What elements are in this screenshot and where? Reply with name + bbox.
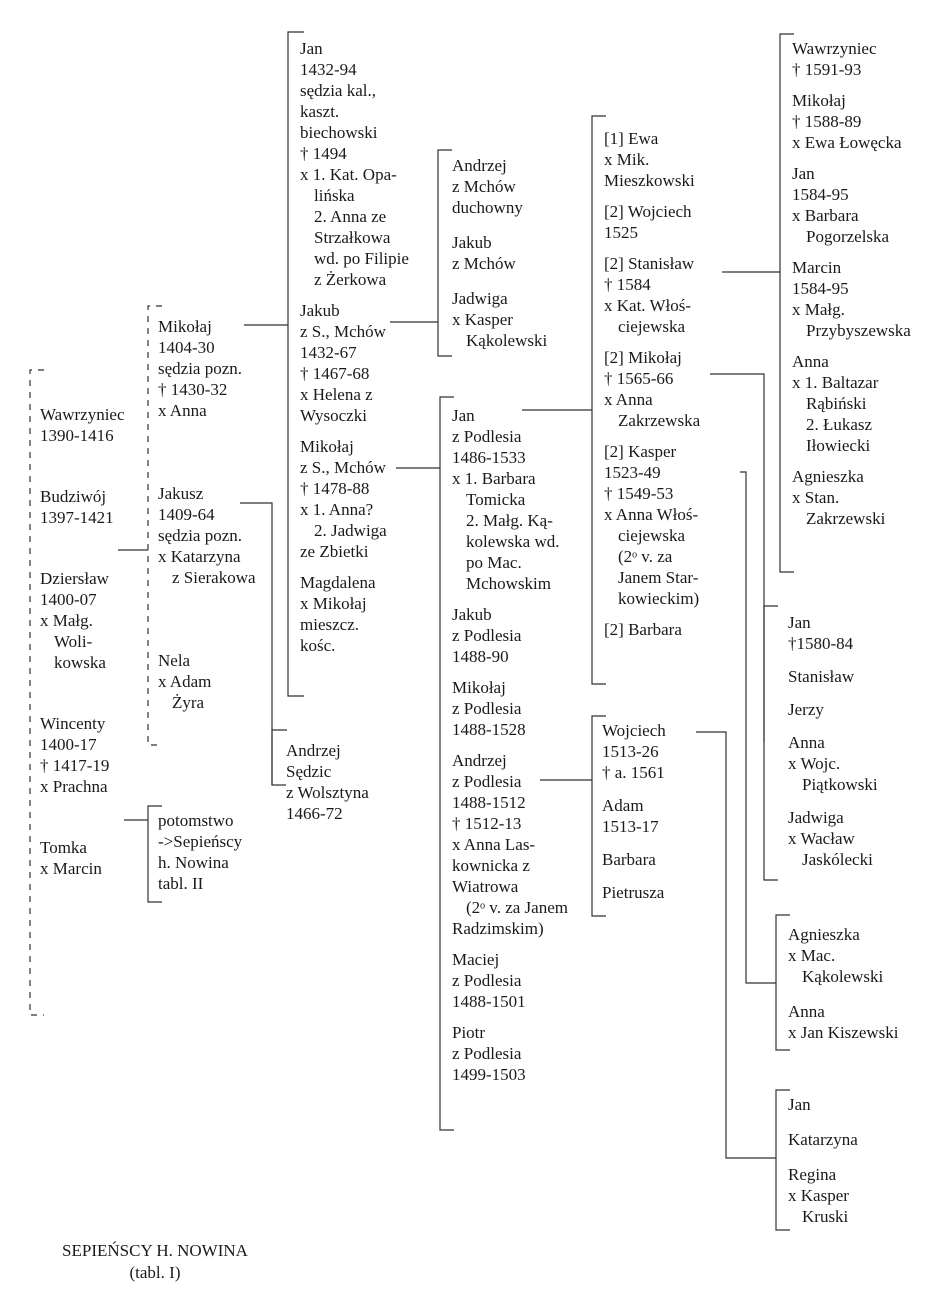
entry-line: 2. Jadwiga: [314, 521, 387, 540]
entry-line: Mchowskim: [466, 574, 551, 593]
entry-line: z Podlesia: [452, 699, 522, 718]
entry-line: Wawrzyniec: [40, 405, 125, 424]
entry-line: tabl. II: [158, 874, 204, 893]
entry-line: Regina: [788, 1165, 837, 1184]
entry-line: [2] Mikołaj: [604, 348, 682, 367]
person-entry: [788, 699, 878, 720]
entry-line: x Prachna: [40, 777, 108, 796]
entry-line: x Małg.: [792, 300, 845, 319]
entry-line: ciejewska: [618, 317, 686, 336]
entry-line: Agnieszka: [788, 925, 860, 944]
entry-line: 1488-90: [452, 647, 509, 666]
entry-line: Jakusz: [158, 484, 204, 503]
entry-line: † 1467-68: [300, 364, 370, 383]
entry-line: Jakub: [452, 605, 492, 624]
entry-line: 2. Anna ze: [314, 207, 387, 226]
entry-line: Iłowiecki: [806, 436, 871, 455]
entry-line: Rąbiński: [806, 394, 867, 413]
person-entry: [452, 232, 547, 274]
column-gen6b: [788, 612, 878, 870]
column-gen3b: [286, 740, 369, 824]
entry-line: x Anna Włoś-: [604, 505, 699, 524]
person-entry: [452, 155, 547, 218]
person-entry: [602, 849, 666, 870]
entry-line: [2] Barbara: [604, 620, 682, 639]
entry-line: sędzia pozn.: [158, 359, 243, 378]
person-entry: [788, 1001, 898, 1043]
entry-line: x Barbara: [792, 206, 859, 225]
entry-line: 1513-26: [602, 742, 659, 761]
entry-line: x Kasper: [452, 310, 513, 329]
entry-line: † 1478-88: [300, 479, 370, 498]
person-entry: [604, 619, 700, 640]
entry-line: Kruski: [802, 1207, 849, 1226]
column-gen4a: [452, 155, 547, 351]
entry-line: z Podlesia: [452, 626, 522, 645]
person-entry: [158, 316, 256, 421]
column-gen3a: [300, 38, 409, 656]
entry-line: 1523-49: [604, 463, 661, 482]
entry-line: x Anna Las-: [452, 835, 536, 854]
person-entry: [452, 677, 568, 740]
person-entry: [300, 38, 409, 290]
entry-line: 1488-1501: [452, 992, 526, 1011]
entry-line: † 1512-13: [452, 814, 522, 833]
entry-line: Nela: [158, 651, 191, 670]
entry-line: Maciej: [452, 950, 500, 969]
entry-line: Jadwiga: [788, 808, 844, 827]
entry-line: Jakub: [300, 301, 340, 320]
entry-line: Budziwój: [40, 487, 107, 506]
person-entry: [792, 38, 911, 80]
entry-line: Mieszkowski: [604, 171, 695, 190]
entry-line: (2ᵒ v. za: [618, 547, 673, 566]
entry-line: Jaskólecki: [802, 850, 873, 869]
entry-line: † 1430-32: [158, 380, 228, 399]
entry-line: † 1494: [300, 144, 347, 163]
entry-line: potomstwo: [158, 811, 234, 830]
entry-line: lińska: [314, 186, 355, 205]
entry-line: z S., Mchów: [300, 322, 386, 341]
column-gen6d: [788, 1094, 858, 1227]
entry-line: 1432-94: [300, 60, 357, 79]
column-gen5b: [602, 720, 666, 903]
entry-line: Wysoczki: [300, 406, 367, 425]
entry-line: Woli-: [54, 632, 93, 651]
person-entry: [602, 720, 666, 783]
entry-line: z Wolsztyna: [286, 783, 369, 802]
entry-line: Kąkolewski: [466, 331, 548, 350]
entry-line: Anna: [792, 352, 829, 371]
entry-line: 1466-72: [286, 804, 343, 823]
entry-line: Żyra: [172, 693, 205, 712]
entry-line: 1397-1421: [40, 508, 114, 527]
entry-line: x 1. Baltazar: [792, 373, 879, 392]
person-entry: [40, 404, 125, 446]
entry-line: Sędzic: [286, 762, 332, 781]
entry-line: x Mac.: [788, 946, 836, 965]
entry-line: Tomka: [40, 838, 87, 857]
entry-line: x Helena z: [300, 385, 373, 404]
entry-line: x Adam: [158, 672, 212, 691]
person-entry: [40, 486, 125, 528]
person-entry: [788, 1129, 858, 1150]
caption-title: SEPIEŃSCY H. NOWINA: [62, 1241, 248, 1260]
entry-line: Katarzyna: [788, 1130, 858, 1149]
person-entry: [158, 650, 256, 713]
entry-line: Jerzy: [788, 700, 824, 719]
entry-line: 1390-1416: [40, 426, 114, 445]
entry-line: Jan: [788, 1095, 811, 1114]
entry-line: Anna: [788, 1002, 825, 1021]
entry-line: wd. po Filipie: [314, 249, 409, 268]
entry-line: Jan: [788, 613, 811, 632]
entry-line: z S., Mchów: [300, 458, 386, 477]
person-entry: [452, 949, 568, 1012]
table-caption: [20, 1240, 290, 1284]
entry-line: kaszt.: [300, 102, 340, 121]
entry-line: x Kasper: [788, 1186, 849, 1205]
entry-line: Jakub: [452, 233, 492, 252]
person-entry: [452, 405, 568, 594]
entry-line: Andrzej: [286, 741, 341, 760]
entry-line: Stanisław: [788, 667, 855, 686]
entry-line: Andrzej: [452, 751, 507, 770]
person-entry: [602, 795, 666, 837]
entry-line: † 1565-66: [604, 369, 674, 388]
entry-line: [2] Kasper: [604, 442, 677, 461]
entry-line: duchowny: [452, 198, 523, 217]
entry-line: Zakrzewski: [806, 509, 886, 528]
entry-line: Wincenty: [40, 714, 106, 733]
entry-line: Dziersław: [40, 569, 109, 588]
entry-line: x Mikołaj: [300, 594, 367, 613]
entry-line: Magdalena: [300, 573, 376, 592]
entry-line: †1580-84: [788, 634, 854, 653]
entry-line: † 1549-53: [604, 484, 674, 503]
person-entry: [452, 604, 568, 667]
entry-line: Mikołaj: [300, 437, 354, 456]
entry-line: po Mac.: [466, 553, 522, 572]
entry-line: Mikołaj: [792, 91, 846, 110]
column-gen1: [40, 404, 125, 879]
entry-line: Tomicka: [466, 490, 526, 509]
entry-line: Pietrusza: [602, 883, 665, 902]
entry-line: kośc.: [300, 636, 336, 655]
entry-line: Jan: [792, 164, 815, 183]
entry-line: x Kat. Włoś-: [604, 296, 692, 315]
entry-line: mieszcz.: [300, 615, 359, 634]
person-entry: [604, 128, 700, 191]
entry-line: Kąkolewski: [802, 967, 884, 986]
entry-line: z Podlesia: [452, 772, 522, 791]
entry-line: † 1591-93: [792, 60, 862, 79]
entry-line: 1584-95: [792, 279, 849, 298]
entry-line: 1584-95: [792, 185, 849, 204]
caption-subtitle: (tabl. I): [129, 1263, 181, 1282]
entry-line: z Żerkowa: [314, 270, 387, 289]
person-entry: [792, 163, 911, 247]
person-entry: [452, 288, 547, 351]
entry-line: Jan: [300, 39, 323, 58]
entry-line: ze Zbietki: [300, 542, 369, 561]
column-gen6c: [788, 924, 898, 1043]
entry-line: † 1588-89: [792, 112, 862, 131]
entry-line: 1488-1528: [452, 720, 526, 739]
entry-line: 1525: [604, 223, 638, 242]
entry-line: Pogorzelska: [806, 227, 890, 246]
entry-line: 1409-64: [158, 505, 215, 524]
entry-line: Wiatrowa: [452, 877, 519, 896]
column-gen2a: [158, 316, 256, 713]
entry-line: h. Nowina: [158, 853, 229, 872]
person-entry: [40, 837, 125, 879]
entry-line: x Jan Kiszewski: [788, 1023, 899, 1042]
entry-line: z Mchów: [452, 177, 516, 196]
entry-line: z Podlesia: [452, 427, 522, 446]
person-entry: [602, 882, 666, 903]
entry-line: Jadwiga: [452, 289, 508, 308]
person-entry: [40, 568, 125, 673]
person-entry: [788, 612, 878, 654]
person-entry: [788, 924, 898, 987]
entry-line: x Wojc.: [788, 754, 841, 773]
entry-line: kownicka z: [452, 856, 530, 875]
entry-line: sędzia kal.,: [300, 81, 376, 100]
entry-line: kowska: [54, 653, 106, 672]
entry-line: z Podlesia: [452, 1044, 522, 1063]
entry-line: Janem Star-: [618, 568, 699, 587]
person-entry: [788, 666, 878, 687]
column-gen6a: [792, 38, 911, 529]
entry-line: Piątkowski: [802, 775, 878, 794]
entry-line: x Mik.: [604, 150, 650, 169]
entry-line: z Sierakowa: [172, 568, 256, 587]
column-gen5a: [604, 128, 700, 640]
entry-line: Piotr: [452, 1023, 486, 1042]
entry-line: [2] Stanisław: [604, 254, 695, 273]
person-entry: [40, 713, 125, 797]
entry-line: 2. Łukasz: [806, 415, 873, 434]
entry-line: [2] Wojciech: [604, 202, 692, 221]
entry-line: † 1584: [604, 275, 651, 294]
entry-line: z Mchów: [452, 254, 516, 273]
entry-line: x Małg.: [40, 611, 93, 630]
entry-line: Andrzej: [452, 156, 507, 175]
entry-line: x Wacław: [788, 829, 855, 848]
entry-line: ciejewska: [618, 526, 686, 545]
entry-line: z Podlesia: [452, 971, 522, 990]
entry-line: 1432-67: [300, 343, 357, 362]
person-entry: [788, 1094, 858, 1115]
entry-line: kowieckim): [618, 589, 700, 608]
entry-line: x Stan.: [792, 488, 840, 507]
person-entry: [286, 740, 369, 824]
person-entry: [604, 201, 700, 243]
entry-line: x Marcin: [40, 859, 102, 878]
person-entry: [792, 90, 911, 153]
person-entry: [788, 1164, 858, 1227]
entry-line: biechowski: [300, 123, 378, 142]
entry-line: Zakrzewska: [618, 411, 701, 430]
entry-line: Adam: [602, 796, 644, 815]
entry-line: Barbara: [602, 850, 656, 869]
entry-line: sędzia pozn.: [158, 526, 243, 545]
person-entry: [300, 572, 409, 656]
person-entry: [300, 300, 409, 426]
person-entry: [788, 732, 878, 795]
entry-line: x Anna: [158, 401, 207, 420]
person-entry: [792, 351, 911, 456]
entry-line: † a. 1561: [602, 763, 665, 782]
entry-line: Przybyszewska: [806, 321, 911, 340]
entry-line: x 1. Kat. Opa-: [300, 165, 397, 184]
entry-line: [1] Ewa: [604, 129, 659, 148]
entry-line: x Ewa Łowęcka: [792, 133, 902, 152]
entry-line: Agnieszka: [792, 467, 864, 486]
person-entry: [788, 807, 878, 870]
entry-line: 1513-17: [602, 817, 659, 836]
entry-line: x 1. Anna?: [300, 500, 374, 519]
entry-line: Wojciech: [602, 721, 666, 740]
entry-line: 1499-1503: [452, 1065, 526, 1084]
entry-line: Jan: [452, 406, 475, 425]
person-entry: [158, 810, 242, 894]
entry-line: x Katarzyna: [158, 547, 241, 566]
entry-line: 1404-30: [158, 338, 215, 357]
entry-line: x 1. Barbara: [452, 469, 536, 488]
person-entry: [604, 253, 700, 337]
person-entry: [792, 257, 911, 341]
entry-line: 1488-1512: [452, 793, 526, 812]
entry-line: 1400-07: [40, 590, 97, 609]
person-entry: [604, 347, 700, 431]
entry-line: Strzałkowa: [314, 228, 391, 247]
entry-line: Wawrzyniec: [792, 39, 877, 58]
entry-line: kolewska wd.: [466, 532, 560, 551]
entry-line: Anna: [788, 733, 825, 752]
entry-line: Marcin: [792, 258, 842, 277]
person-entry: [792, 466, 911, 529]
entry-line: † 1417-19: [40, 756, 110, 775]
entry-line: Mikołaj: [452, 678, 506, 697]
entry-line: Radzimskim): [452, 919, 544, 938]
person-entry: [158, 483, 256, 588]
column-gen2b: [158, 810, 242, 894]
entry-line: 2. Małg. Ką-: [466, 511, 553, 530]
entry-line: Mikołaj: [158, 317, 212, 336]
entry-line: (2ᵒ v. za Janem: [466, 898, 568, 917]
person-entry: [300, 436, 409, 562]
entry-line: ->Sepieńscy: [158, 832, 243, 851]
entry-line: 1486-1533: [452, 448, 526, 467]
person-entry: [452, 750, 568, 939]
entry-line: x Anna: [604, 390, 653, 409]
column-gen4b: [452, 405, 568, 1085]
entry-line: 1400-17: [40, 735, 97, 754]
person-entry: [604, 441, 700, 609]
person-entry: [452, 1022, 568, 1085]
